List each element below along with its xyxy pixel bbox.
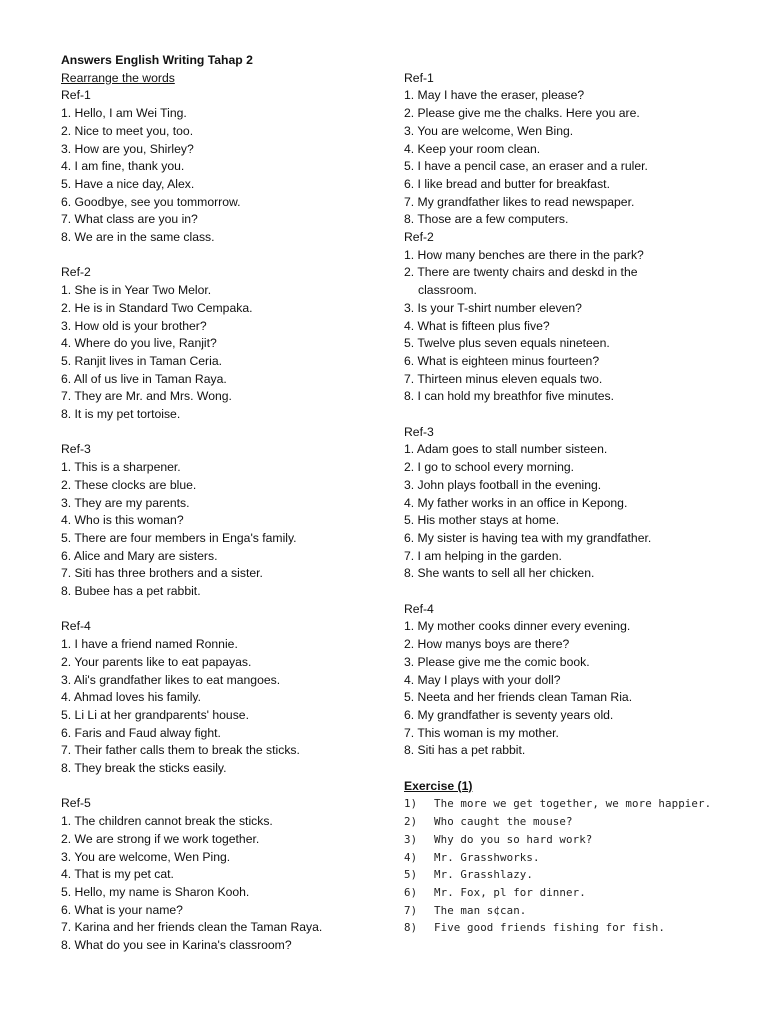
answer-line: 4. That is my pet cat.	[61, 867, 174, 882]
answer-line: 6. Goodbye, see you tommorrow.	[61, 194, 241, 209]
spacer	[404, 583, 744, 601]
answer-line: 4. May I plays with your doll?	[404, 672, 561, 687]
answer-line: 6. I like bread and butter for breakfast.	[404, 176, 610, 191]
answer-line: 6. What is eighteen minus fourteen?	[404, 353, 600, 368]
exercise-text: Why do you so hard work?	[434, 832, 593, 846]
answer-line: 2. We are strong if we work together.	[61, 831, 260, 846]
exercise-number: 4)	[404, 850, 418, 864]
right-ref-1	[404, 70, 744, 229]
answer-line: 7. This woman is my mother.	[404, 725, 559, 740]
left-ref-2	[61, 264, 381, 423]
ref-heading: Ref-2	[404, 230, 434, 245]
answer-line: 5. Twelve plus seven equals nineteen.	[404, 336, 610, 351]
spacer	[61, 778, 381, 796]
ref-heading: Ref-4	[404, 601, 434, 616]
exercise-title: Exercise (1)	[404, 778, 473, 793]
answer-line: 4. Ahmad loves his family.	[61, 690, 201, 705]
ref-heading: Ref-4	[61, 619, 91, 634]
answer-line: 3. Please give me the comic book.	[404, 654, 590, 669]
answer-line: 1. May I have the eraser, please?	[404, 88, 585, 103]
answer-line: 4. Keep your room clean.	[404, 141, 541, 156]
left-ref-1	[61, 87, 381, 246]
answer-line: 6. Alice and Mary are sisters.	[61, 548, 218, 563]
answer-line: 7. What class are you in?	[61, 212, 198, 227]
answer-line: 6. Faris and Faud alway fight.	[61, 725, 221, 740]
answer-line: 7. Karina and her friends clean the Taman Raya.	[61, 920, 323, 935]
answer-line: 1. Hello, I am Wei Ting.	[61, 106, 187, 121]
answer-line: 4. My father works in an office in Kepong.	[404, 495, 628, 510]
exercise-item	[404, 849, 744, 867]
answer-line: 1. Adam goes to stall number sisteen.	[404, 442, 608, 457]
exercise-text: Mr. Grasshlazy.	[434, 868, 534, 882]
left-ref-4	[61, 618, 381, 777]
exercise-number: 2)	[404, 815, 418, 829]
answer-line: 5. There are four members in Enga's family.	[61, 530, 297, 545]
answer-line: 2. These clocks are blue.	[61, 477, 197, 492]
answer-line: 5. Ranjit lives in Taman Ceria.	[61, 353, 222, 368]
answer-line: 8. What do you see in Karina's classroom?	[61, 938, 292, 953]
exercise-text: Mr. Fox, pl for dinner.	[434, 885, 586, 899]
answer-line: 3. You are welcome, Wen Bing.	[404, 123, 574, 138]
answer-line: 1. I have a friend named Ronnie.	[61, 637, 238, 652]
answer-line: 8. Those are a few computers.	[404, 212, 569, 227]
exercise-text: The more we get together, we more happier.	[434, 797, 712, 811]
right-ref-4	[404, 601, 744, 760]
answer-line: 6. My sister is having tea with my grandfather.	[404, 530, 652, 545]
answer-line: 1. She is in Year Two Melor.	[61, 283, 212, 298]
answer-line: 2. There are twenty chairs and deskd in the	[404, 265, 638, 280]
answer-line: 6. What is your name?	[61, 902, 183, 917]
answer-line: 5. Neeta and her friends clean Taman Ria.	[404, 690, 633, 705]
exercise-number: 8)	[404, 921, 418, 935]
answer-line: 3. John plays football in the evening.	[404, 477, 602, 492]
answer-line: 7. Siti has three brothers and a sister.	[61, 566, 263, 581]
ref-heading: Ref-3	[404, 424, 434, 439]
left-column	[61, 52, 381, 955]
exercise-text: The man s¢can.	[434, 903, 527, 917]
answer-line: 4. Who is this woman?	[61, 513, 184, 528]
answer-line: 8. They break the sticks easily.	[61, 761, 227, 776]
answer-line: 8. She wants to sell all her chicken.	[404, 566, 595, 581]
answer-line: 7. I am helping in the garden.	[404, 548, 562, 563]
answer-line: 3. Is your T-shirt number eleven?	[404, 300, 582, 315]
exercise-text: Five good friends fishing for fish.	[434, 921, 666, 935]
answer-line: 3. They are my parents.	[61, 495, 190, 510]
exercise-item	[404, 813, 744, 831]
page-title: Answers English Writing Tahap 2	[61, 53, 253, 67]
section-subtitle: Rearrange the words	[61, 70, 175, 85]
answer-line: 1. My mother cooks dinner every evening.	[404, 619, 631, 634]
answer-line: 6. My grandfather is seventy years old.	[404, 707, 614, 722]
ref-heading: Ref-1	[404, 70, 434, 85]
exercise-number: 1)	[404, 797, 418, 811]
answer-line: 2. Your parents like to eat papayas.	[61, 654, 252, 669]
exercise-item	[404, 795, 744, 813]
answer-line: 1. This is a sharpener.	[61, 460, 181, 475]
exercise-item	[404, 831, 744, 849]
answer-line: 7. They are Mr. and Mrs. Wong.	[61, 389, 232, 404]
answer-line: 8. It is my pet tortoise.	[61, 407, 181, 422]
answer-line: 5. Have a nice day, Alex.	[61, 176, 195, 191]
answer-line: 8. Bubee has a pet rabbit.	[61, 584, 201, 599]
answer-line: 8. We are in the same class.	[61, 230, 215, 245]
answer-line: 5. Li Li at her grandparents' house.	[61, 707, 249, 722]
spacer	[61, 601, 381, 619]
answer-line: 3. How are you, Shirley?	[61, 141, 194, 156]
exercise-item	[404, 902, 744, 920]
answer-line: 5. Hello, my name is Sharon Kooh.	[61, 884, 250, 899]
answer-line: 7. My grandfather likes to read newspaper.	[404, 194, 635, 209]
answer-line: 5. I have a pencil case, an eraser and a ruler.	[404, 159, 648, 174]
answer-line: 1. How many benches are there in the park?	[404, 247, 644, 262]
left-ref-5	[61, 795, 381, 954]
spacer	[61, 424, 381, 442]
answer-line: 4. I am fine, thank you.	[61, 159, 185, 174]
answer-line: 2. Please give me the chalks. Here you are.	[404, 106, 640, 121]
answer-line: 4. Where do you live, Ranjit?	[61, 336, 217, 351]
answer-line: 6. All of us live in Taman Raya.	[61, 371, 227, 386]
answer-line: 2. I go to school every morning.	[404, 460, 575, 475]
answer-line-continuation: classroom.	[418, 283, 477, 298]
right-ref-3	[404, 424, 744, 583]
spacer	[404, 760, 744, 778]
exercise-number: 7)	[404, 903, 418, 917]
answer-line: 3. Ali's grandfather likes to eat mangoes.	[61, 672, 281, 687]
exercise-text: Mr. Grasshworks.	[434, 850, 540, 864]
exercise-item	[404, 884, 744, 902]
answer-line: 8. Siti has a pet rabbit.	[404, 743, 526, 758]
exercise-number: 3)	[404, 832, 418, 846]
ref-heading: Ref-5	[61, 796, 91, 811]
ref-heading: Ref-2	[61, 265, 91, 280]
answer-line: 2. Nice to meet you, too.	[61, 123, 194, 138]
answer-line: 5. His mother stays at home.	[404, 513, 560, 528]
right-ref-2	[404, 229, 744, 406]
answer-line: 7. Thirteen minus eleven equals two.	[404, 371, 603, 386]
answer-line: 1. The children cannot break the sticks.	[61, 814, 273, 829]
exercise-number: 5)	[404, 868, 418, 882]
spacer	[404, 406, 744, 424]
answer-line: 8. I can hold my breathfor five minutes.	[404, 389, 614, 404]
answer-line: 7. Their father calls them to break the sticks.	[61, 743, 300, 758]
left-ref-3	[61, 441, 381, 600]
answer-line: 4. What is fifteen plus five?	[404, 318, 550, 333]
right-column	[404, 70, 744, 937]
answer-line: 3. You are welcome, Wen Ping.	[61, 849, 231, 864]
answer-line: 2. How manys boys are there?	[404, 637, 570, 652]
exercise-number: 6)	[404, 885, 418, 899]
ref-heading: Ref-1	[61, 88, 91, 103]
spacer	[61, 247, 381, 265]
answer-line: 2. He is in Standard Two Cempaka.	[61, 300, 253, 315]
exercise-section	[404, 778, 744, 937]
exercise-text: Who caught the mouse?	[434, 815, 573, 829]
exercise-item	[404, 866, 744, 884]
ref-heading: Ref-3	[61, 442, 91, 457]
exercise-item	[404, 919, 744, 937]
answer-line: 3. How old is your brother?	[61, 318, 207, 333]
